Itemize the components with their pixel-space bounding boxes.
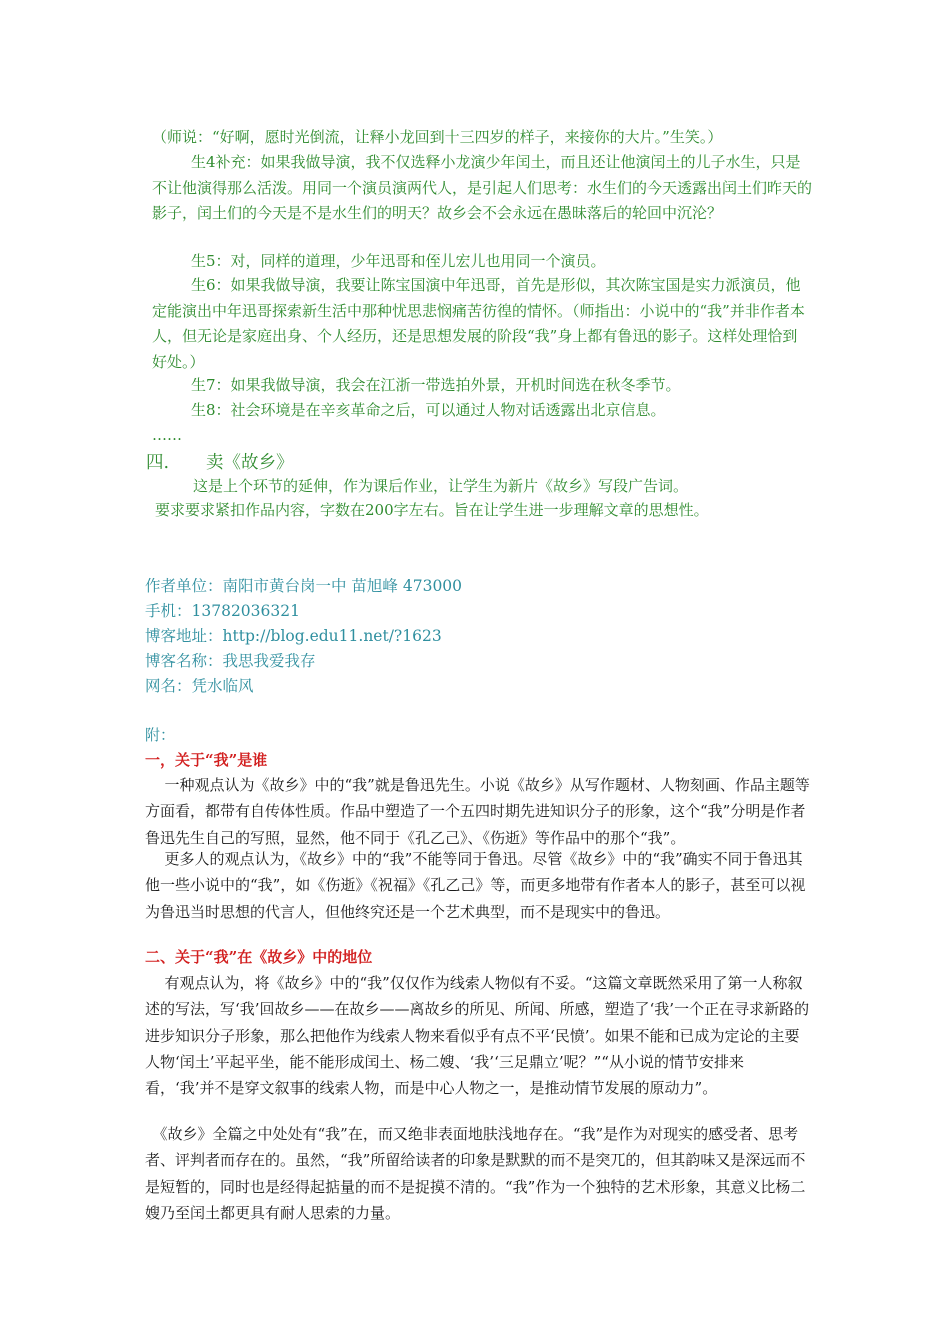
- appendix-1-paragraph-2: 更多人的观点认为，《故乡》中的“我”不能等同于鲁迅。尽管《故乡》中的“我”确实不同于鲁迅其他一些小说中的“我”，如《伤逝》《祝福》《孔乙己》等，而更多地带有作者本人的影子，甚至可以视为鲁迅当时思想的代言人，但他终究还是一个艺术典型，而不是现实中的鲁迅。: [145, 850, 806, 921]
- student5-paragraph: 生5：对，同样的道理，少年迅哥和侄儿宏儿也用同一个演员。: [191, 252, 606, 270]
- section-title: 卖《故乡》: [206, 453, 294, 473]
- student4-paragraph: 生4补充：如果我做导演，我不仅选释小龙演少年闰土，而且还让他演闰土的儿子水生，只是不让他演得那么活泼。用同一个演员演两代人，是引起人们思考：水生们的今天透露出闰土们昨天的影子，闰土们的今天是不是水生们的明天？故乡会不会永远在愚昧落后的轮回中沉沦？: [152, 153, 813, 222]
- section-number: 四.: [146, 453, 170, 473]
- blog-address: 博客地址：http://blog.edu11.net/?1623: [145, 627, 442, 645]
- student8-paragraph: 生8：社会环境是在辛亥革命之后，可以通过人物对话透露出北京信息。: [191, 401, 666, 419]
- author-unit: 作者单位：南阳市黄台岗一中 苗旭峰 473000: [145, 577, 463, 595]
- student6-paragraph: 生6：如果我做导演，我要让陈宝国演中年迅哥，首先是形似，其次陈宝国是实力派演员，他定能演出中年迅哥探索新生活中那种忧思悲悯痛苦彷徨的情怀。（师指出：小说中的“我”并非作者本人，但无论是家庭出身、个人经历，还是思想发展的阶段“我”身上都有鲁迅的影子。这样处理恰到好处。）: [152, 276, 805, 371]
- author-phone: 手机：13782036321: [145, 602, 300, 620]
- section-four-heading: [146, 449, 294, 474]
- appendix-heading-1: 一，关于“我”是谁: [145, 751, 268, 769]
- net-name: 网名：凭水临风: [145, 677, 254, 695]
- appendix-2-paragraph-2: 《故乡》全篇之中处处有“我”在，而又绝非表面地肤浅地存在。“我”是作为对现实的感受者、思考者、评判者而存在的。虽然，“我”所留给读者的印象是默默的而不是突兀的，但其韵味又是深远而不是短暂的，同时也是经得起掂量的而不是捉摸不清的。“我”作为一个独特的艺术形象，其意义比杨二嫂乃至闰土都更具有耐人思索的力量。: [145, 1125, 806, 1222]
- homework-paragraph: 这是上个环节的延伸，作为课后作业，让学生为新片《故乡》写段广告词。: [193, 477, 689, 495]
- ellipsis: ……: [152, 426, 182, 444]
- teacher-remark: （师说：“好啊，愿时光倒流，让释小龙回到十三四岁的样子，来接你的大片。”生笑。）: [152, 128, 723, 146]
- appendix-heading-2: 二、关于“我”在《故乡》中的地位: [145, 948, 373, 966]
- blog-name: 博客名称：我思我爱我存: [145, 652, 316, 670]
- appendix-label: 附：: [145, 726, 176, 744]
- homework-requirement: 要求要求紧扣作品内容，字数在200字左右。旨在让学生进一步理解文章的思想性。: [155, 501, 709, 519]
- appendix-2-paragraph-1: 有观点认为，将《故乡》中的“我”仅仅作为线索人物似有不妥。“这篇文章既然采用了第一人称叙述的写法，写‘我’回故乡——在故乡——离故乡的所见、所闻、所感，塑造了‘我’一个正在寻求新路的进步知识分子形象，那么把他作为线索人物来看似乎有点不平‘民愤’。如果不能和已成为定论的主要人物‘闰土’平起平坐，能不能形成闰土、杨二嫂、‘我’‘三足鼎立’呢？”“从小说的情节安排来看，‘我’并不是穿文叙事的线索人物，而是中心人物之一，是推动情节发展的原动力”。: [145, 974, 810, 1098]
- student7-paragraph: 生7：如果我做导演，我会在江浙一带选拍外景，开机时间选在秋冬季节。: [191, 376, 681, 394]
- appendix-1-paragraph-1: 一种观点认为《故乡》中的“我”就是鲁迅先生。小说《故乡》从写作题材、人物刻画、作品主题等方面看，都带有自传体性质。作品中塑造了一个五四时期先进知识分子的形象，这个“我”分明是作者鲁迅先生自己的写照，显然，他不同于《孔乙己》、《伤逝》等作品中的那个“我”。: [145, 776, 810, 847]
